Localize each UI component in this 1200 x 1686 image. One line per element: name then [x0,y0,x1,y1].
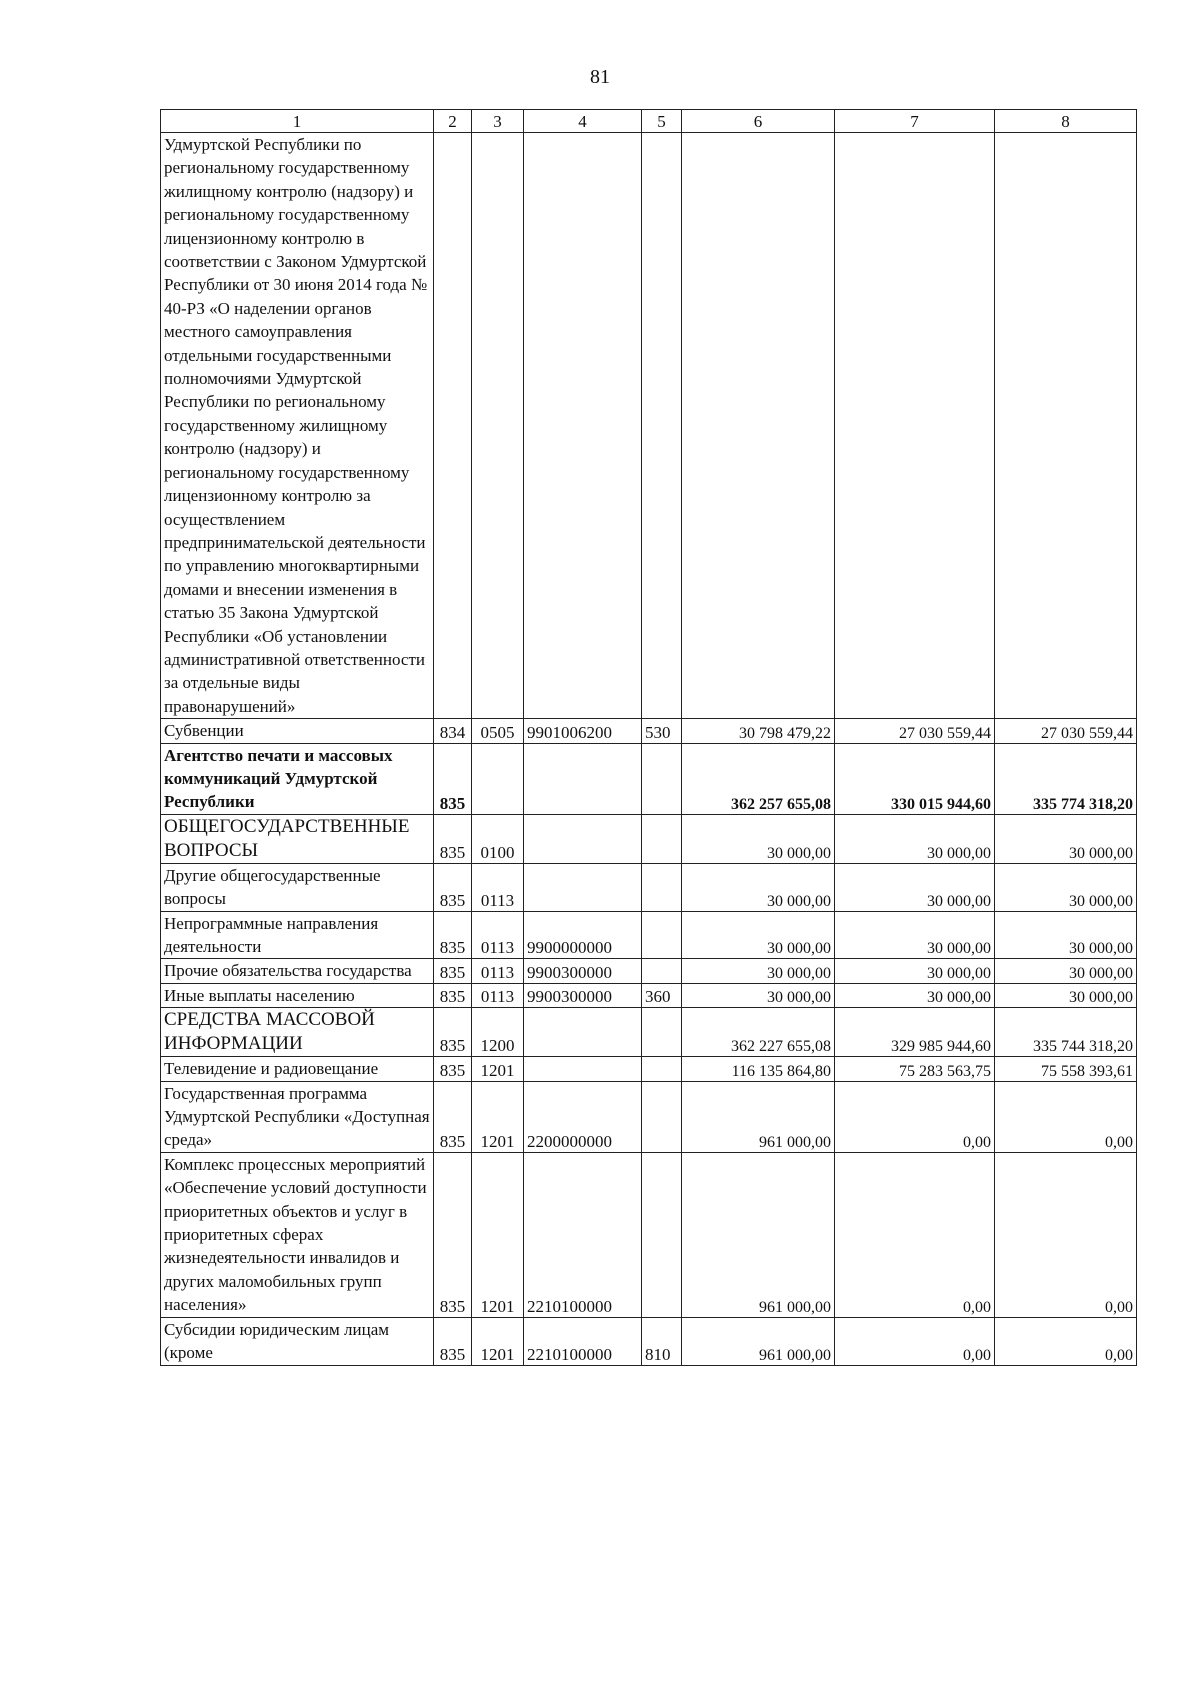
row-name: Агентство печати и массовых коммуникаций Удмуртской Республики [161,743,434,814]
table-row [161,133,1137,719]
cell-section: 1200 [472,1008,524,1057]
cell-expense-type [642,863,682,911]
row-name: СРЕДСТВА МАССОВОЙ ИНФОРМАЦИИ [161,1008,434,1057]
table-row [161,719,1137,743]
cell-expense-type [642,133,682,719]
cell-amount-col6: 362 227 655,08 [682,1008,835,1057]
cell-ministry: 835 [434,959,472,983]
cell-target-article: 2210100000 [524,1152,642,1317]
cell-ministry: 835 [434,1152,472,1317]
cell-amount-col7: 30 000,00 [835,983,995,1007]
cell-target-article: 2200000000 [524,1081,642,1152]
cell-amount-col8: 30 000,00 [995,911,1137,959]
cell-target-article [524,743,642,814]
cell-amount-col8: 30 000,00 [995,959,1137,983]
header-col-3: 3 [472,110,524,133]
cell-ministry: 835 [434,1057,472,1081]
cell-target-article: 9900000000 [524,911,642,959]
row-name: Комплекс процессных мероприятий «Обеспечение условий доступности приоритетных объектов и услуг в приоритетных сферах жизнедеятельности инвалидов и других маломобильных групп населения» [161,1152,434,1317]
cell-ministry [434,133,472,719]
cell-amount-col7: 30 000,00 [835,911,995,959]
cell-amount-col8 [995,133,1137,719]
cell-amount-col8: 335 774 318,20 [995,743,1137,814]
cell-amount-col7: 75 283 563,75 [835,1057,995,1081]
table-row [161,1317,1137,1365]
cell-section [472,743,524,814]
table-row [161,814,1137,863]
cell-amount-col8: 30 000,00 [995,863,1137,911]
cell-expense-type [642,1008,682,1057]
row-name: Государственная программа Удмуртской Республики «Доступная среда» [161,1081,434,1152]
cell-amount-col7: 30 000,00 [835,814,995,863]
header-col-7: 7 [835,110,995,133]
cell-ministry: 835 [434,1008,472,1057]
cell-section: 0505 [472,719,524,743]
page-number: 81 [590,66,610,88]
cell-amount-col6: 30 000,00 [682,983,835,1007]
row-name: Непрограммные направления деятельности [161,911,434,959]
row-name: Другие общегосударственные вопросы [161,863,434,911]
cell-amount-col8: 27 030 559,44 [995,719,1137,743]
cell-ministry: 835 [434,1317,472,1365]
table-row [161,743,1137,814]
cell-section: 1201 [472,1057,524,1081]
cell-amount-col6: 30 798 479,22 [682,719,835,743]
cell-amount-col6: 961 000,00 [682,1317,835,1365]
cell-amount-col6: 30 000,00 [682,863,835,911]
cell-expense-type [642,1057,682,1081]
table-row [161,983,1137,1007]
cell-amount-col8: 30 000,00 [995,814,1137,863]
cell-amount-col7: 30 000,00 [835,959,995,983]
table-row [161,1152,1137,1317]
cell-amount-col6: 362 257 655,08 [682,743,835,814]
cell-amount-col7: 330 015 944,60 [835,743,995,814]
table-row [161,911,1137,959]
row-name: Удмуртской Республики по региональному государственному жилищному контролю (надзору) и региональному государственному лицензионному контролю в соответствии с Законом Удмуртской Республики от 30 июня 2014 года № 40-РЗ «О наделении органов местного самоуправления отдельными государственными полномочиями Удмуртской Республики по региональному государственному жилищному контролю (надзору) и региональному государственному лицензионному контролю за осуществлением предпринимательской деятельности по управлению многоквартирными домами и внесении изменения в статью 35 Закона Удмуртской Республики «Об установлении административной ответственности за отдельные виды правонарушений» [161,133,434,719]
cell-expense-type [642,911,682,959]
cell-target-article: 9900300000 [524,959,642,983]
cell-section: 0113 [472,863,524,911]
header-col-2: 2 [434,110,472,133]
cell-ministry: 835 [434,863,472,911]
cell-section: 0100 [472,814,524,863]
cell-ministry: 835 [434,983,472,1007]
table-row [161,863,1137,911]
cell-ministry: 834 [434,719,472,743]
header-col-6: 6 [682,110,835,133]
header-col-1: 1 [161,110,434,133]
cell-amount-col8: 0,00 [995,1317,1137,1365]
cell-expense-type [642,743,682,814]
cell-section: 1201 [472,1081,524,1152]
cell-amount-col6: 116 135 864,80 [682,1057,835,1081]
cell-amount-col6: 30 000,00 [682,814,835,863]
budget-table [160,109,1137,1366]
header-col-5: 5 [642,110,682,133]
cell-ministry: 835 [434,911,472,959]
cell-target-article [524,814,642,863]
cell-target-article [524,133,642,719]
cell-section: 0113 [472,983,524,1007]
row-name: Иные выплаты населению [161,983,434,1007]
cell-amount-col7: 27 030 559,44 [835,719,995,743]
cell-amount-col8: 0,00 [995,1152,1137,1317]
cell-amount-col7: 0,00 [835,1317,995,1365]
cell-expense-type: 530 [642,719,682,743]
cell-target-article [524,863,642,911]
cell-ministry: 835 [434,1081,472,1152]
cell-target-article [524,1008,642,1057]
row-name: Субсидии юридическим лицам (кроме [161,1317,434,1365]
cell-amount-col7 [835,133,995,719]
table-row [161,1008,1137,1057]
cell-section: 0113 [472,959,524,983]
cell-section: 1201 [472,1152,524,1317]
cell-amount-col7: 0,00 [835,1152,995,1317]
cell-amount-col8: 0,00 [995,1081,1137,1152]
cell-ministry: 835 [434,743,472,814]
cell-amount-col6: 30 000,00 [682,911,835,959]
cell-expense-type: 810 [642,1317,682,1365]
cell-expense-type [642,814,682,863]
row-name: Телевидение и радиовещание [161,1057,434,1081]
cell-target-article: 9901006200 [524,719,642,743]
cell-target-article: 2210100000 [524,1317,642,1365]
cell-amount-col6: 961 000,00 [682,1152,835,1317]
table-row [161,959,1137,983]
cell-amount-col6: 30 000,00 [682,959,835,983]
cell-section: 0113 [472,911,524,959]
cell-target-article [524,1057,642,1081]
row-name: ОБЩЕГОСУДАРСТВЕННЫЕ ВОПРОСЫ [161,814,434,863]
header-col-8: 8 [995,110,1137,133]
cell-ministry: 835 [434,814,472,863]
table-row [161,1081,1137,1152]
header-col-4: 4 [524,110,642,133]
cell-amount-col7: 30 000,00 [835,863,995,911]
cell-amount-col6: 961 000,00 [682,1081,835,1152]
cell-amount-col8: 335 744 318,20 [995,1008,1137,1057]
row-name: Прочие обязательства государства [161,959,434,983]
cell-amount-col8: 75 558 393,61 [995,1057,1137,1081]
cell-expense-type [642,1081,682,1152]
table-row [161,1057,1137,1081]
cell-section [472,133,524,719]
cell-amount-col8: 30 000,00 [995,983,1137,1007]
cell-amount-col7: 0,00 [835,1081,995,1152]
cell-expense-type: 360 [642,983,682,1007]
cell-section: 1201 [472,1317,524,1365]
cell-amount-col7: 329 985 944,60 [835,1008,995,1057]
header-row [161,110,1137,133]
cell-target-article: 9900300000 [524,983,642,1007]
cell-amount-col6 [682,133,835,719]
cell-expense-type [642,959,682,983]
row-name: Субвенции [161,719,434,743]
cell-expense-type [642,1152,682,1317]
